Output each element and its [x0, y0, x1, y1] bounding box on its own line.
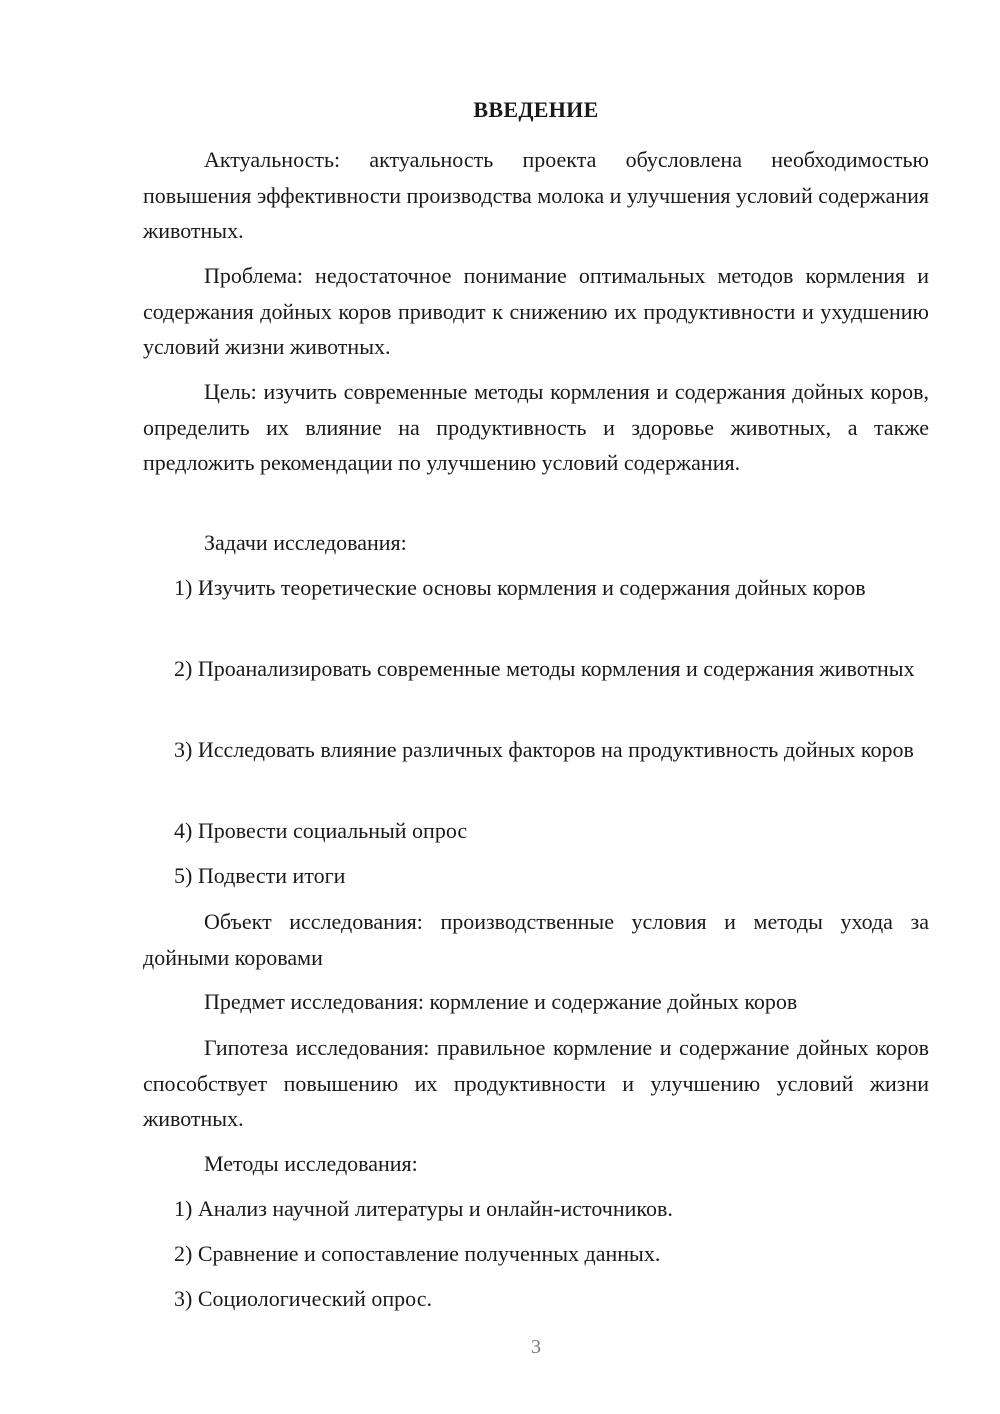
page-title: ВВЕДЕНИЕ	[473, 97, 599, 122]
page-number: 3	[531, 1336, 541, 1358]
task-item-2: 2) Проанализировать современные методы кормления и содержания животных	[174, 656, 915, 681]
task-item-3: 3) Исследовать влияние различных факторов на продуктивность дойных коров	[174, 737, 914, 762]
task-item-5: 5) Подвести итоги	[174, 863, 346, 888]
object-paragraph: Объект исследования: производственные условия и методы ухода за дойными коровами	[143, 909, 929, 970]
hypothesis-paragraph: Гипотеза исследования: правильное кормление и содержание дойных коров способствует повышению их продуктивности и улучшению условий жизни животных.	[143, 1035, 929, 1131]
method-item-3: 3) Социологический опрос.	[174, 1286, 432, 1311]
goal-paragraph: Цель: изучить современные методы кормления и содержания дойных коров, определить их влияние на продуктивность и здоровье животных, а также предложить рекомендации по улучшению условий содержания.	[143, 379, 929, 475]
problem-paragraph: Проблема: недостаточное понимание оптимальных методов кормления и содержания дойных коров приводит к снижению их продуктивности и ухудшению условий жизни животных.	[143, 263, 929, 359]
task-item-4: 4) Провести социальный опрос	[174, 818, 468, 843]
subject-paragraph: Предмет исследования: кормление и содержание дойных коров	[204, 989, 798, 1014]
methods-heading: Методы исследования:	[204, 1151, 418, 1176]
relevance-paragraph: Актуальность: актуальность проекта обусловлена необходимостью повышения эффективности производства молока и улучшения условий содержания животных.	[143, 147, 929, 243]
task-item-1: 1) Изучить теоретические основы кормления и содержания дойных коров	[174, 575, 866, 600]
tasks-heading: Задачи исследования:	[204, 530, 407, 555]
method-item-2: 2) Сравнение и сопоставление полученных данных.	[174, 1241, 661, 1266]
method-item-1: 1) Анализ научной литературы и онлайн-источников.	[174, 1196, 673, 1221]
